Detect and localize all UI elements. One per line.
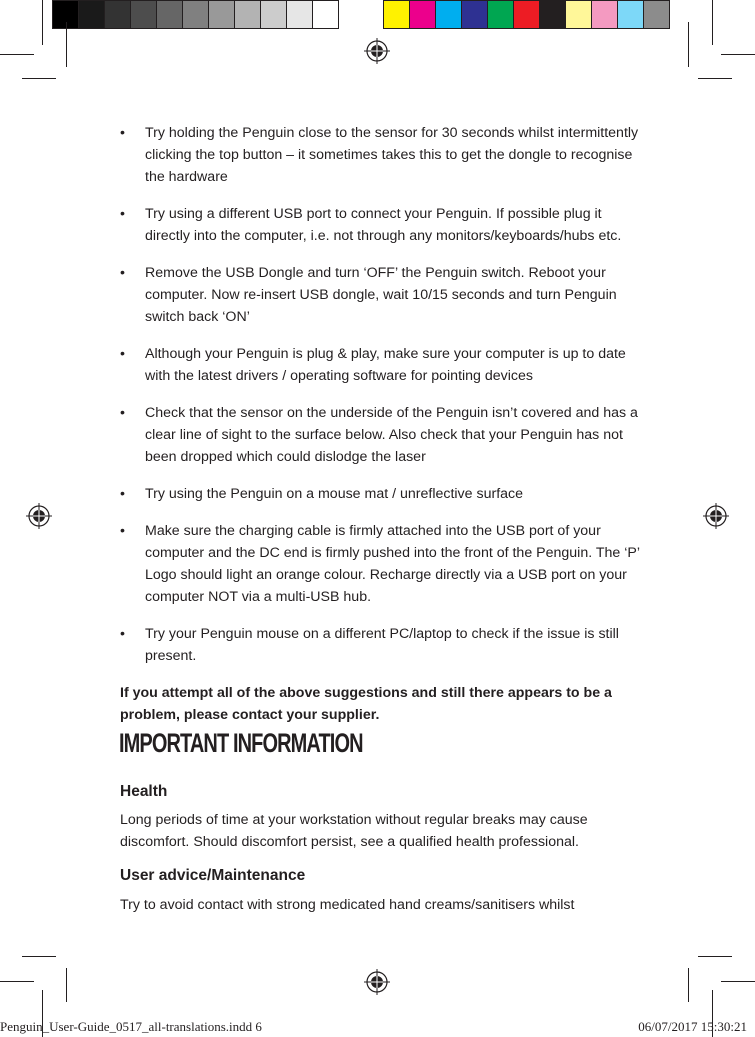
swatch-gray-10: [286, 0, 312, 29]
bullet: •: [120, 265, 125, 282]
crop-mark: [0, 54, 34, 55]
list-item: [120, 343, 640, 387]
crop-mark: [688, 968, 689, 1002]
crop-mark: [698, 956, 732, 957]
slug-timestamp: 06/07/2017 15:30:21: [638, 1019, 747, 1034]
swatch-gray-6: [182, 0, 208, 29]
swatch-gray-8: [234, 0, 260, 29]
swatch-gray: [643, 0, 670, 29]
crop-mark: [688, 22, 689, 67]
section-title: IMPORTANT INFORMATION: [119, 728, 363, 758]
crop-mark: [721, 981, 755, 982]
crop-mark: [721, 54, 755, 55]
list-item-text: Try using the Penguin on a mouse mat / unreflective surface: [145, 486, 524, 503]
list-item-text: Make sure the charging cable is firmly attached into the USB port of your computer and the DC end is firmly pushed into the front of the Penguin. The ‘P’ Logo should light an orange colour. Recharge directly via a USB port on your computer NOT via a multi-USB hub.: [145, 522, 640, 606]
list-item: [120, 520, 640, 609]
registration-mark-icon: [26, 503, 52, 529]
swatch-magenta: [409, 0, 435, 29]
crop-mark: [22, 78, 56, 79]
crop-mark: [22, 956, 56, 957]
swatch-red: [513, 0, 539, 29]
swatch-gray-4: [130, 0, 156, 29]
list-item: [120, 203, 640, 247]
list-item-text: Remove the USB Dongle and turn ‘OFF’ the Penguin switch. Reboot your computer. Now re-insert USB dongle, wait 10/15 seconds and turn Penguin switch back ‘ON’: [145, 265, 617, 326]
swatch-yellow: [383, 0, 409, 29]
swatch-blue: [461, 0, 487, 29]
slug-filename: Penguin_User-Guide_0517_all-translations.indd 6: [0, 1019, 262, 1034]
swatch-cyan: [435, 0, 461, 29]
swatch-gray-11: [312, 0, 339, 29]
health-heading: Health: [120, 783, 168, 800]
swatch-green: [487, 0, 513, 29]
list-item-text: Although your Penguin is plug & play, make sure your computer is up to date with the latest drivers / operating software for pointing devices: [145, 346, 626, 385]
swatch-gray-1: [52, 0, 78, 29]
list-item-text: Try holding the Penguin close to the sensor for 30 seconds whilst intermittently clicking the top button – it sometimes takes this to get the dongle to recognise the hardware: [145, 125, 639, 186]
crop-mark: [42, 0, 43, 45]
bullet: •: [120, 346, 125, 363]
list-item-text: Try your Penguin mouse on a different PC/laptop to check if the issue is still present.: [145, 626, 619, 665]
registration-mark-icon: [703, 503, 729, 529]
contact-supplier-note: If you attempt all of the above suggestions and still there appears to be a problem, please contact your supplier.: [120, 685, 612, 724]
list-item-text: Check that the sensor on the underside of the Penguin isn’t covered and has a clear line of sight to the surface below. Also check that your Penguin has not been dropped which could dislodge the laser: [145, 405, 638, 466]
registration-mark-icon: [364, 38, 390, 64]
crop-mark: [712, 0, 713, 45]
process-color-bar: [383, 0, 670, 31]
swatch-gray-2: [78, 0, 104, 29]
grayscale-color-bar: [52, 0, 339, 31]
troubleshooting-list: [120, 122, 640, 668]
swatch-pink: [591, 0, 617, 29]
registration-mark-icon: [364, 969, 390, 995]
user-advice-heading: User advice/Maintenance: [120, 867, 306, 884]
list-item-text: Try using a different USB port to connect your Penguin. If possible plug it directly into the computer, i.e. not through any monitors/keyboards/hubs etc.: [145, 206, 622, 245]
bullet: •: [120, 125, 125, 141]
list-item: [120, 122, 640, 189]
list-item: [120, 483, 640, 505]
troubleshooting-section: [120, 122, 640, 726]
swatch-gray-3: [104, 0, 130, 29]
bullet: •: [120, 626, 125, 643]
swatch-light-yellow: [565, 0, 591, 29]
swatch-black: [539, 0, 565, 29]
bullet: •: [120, 405, 125, 422]
swatch-gray-5: [156, 0, 182, 29]
user-advice-text: Try to avoid contact with strong medicated hand creams/sanitisers whilst: [120, 897, 575, 913]
crop-mark: [66, 22, 67, 67]
bullet: •: [120, 486, 125, 503]
crop-mark: [66, 968, 67, 1002]
crop-mark: [0, 981, 34, 982]
list-item: [120, 262, 640, 329]
crop-mark: [698, 78, 732, 79]
list-item: [120, 623, 640, 667]
bullet: •: [120, 206, 125, 223]
swatch-gray-9: [260, 0, 286, 29]
list-item: [120, 402, 640, 469]
swatch-light-cyan: [617, 0, 643, 29]
bullet: •: [120, 522, 125, 539]
swatch-gray-7: [208, 0, 234, 29]
health-text: Long periods of time at your workstation without regular breaks may cause discomfort. Should discomfort persist, see a qualified health professional.: [120, 812, 588, 851]
